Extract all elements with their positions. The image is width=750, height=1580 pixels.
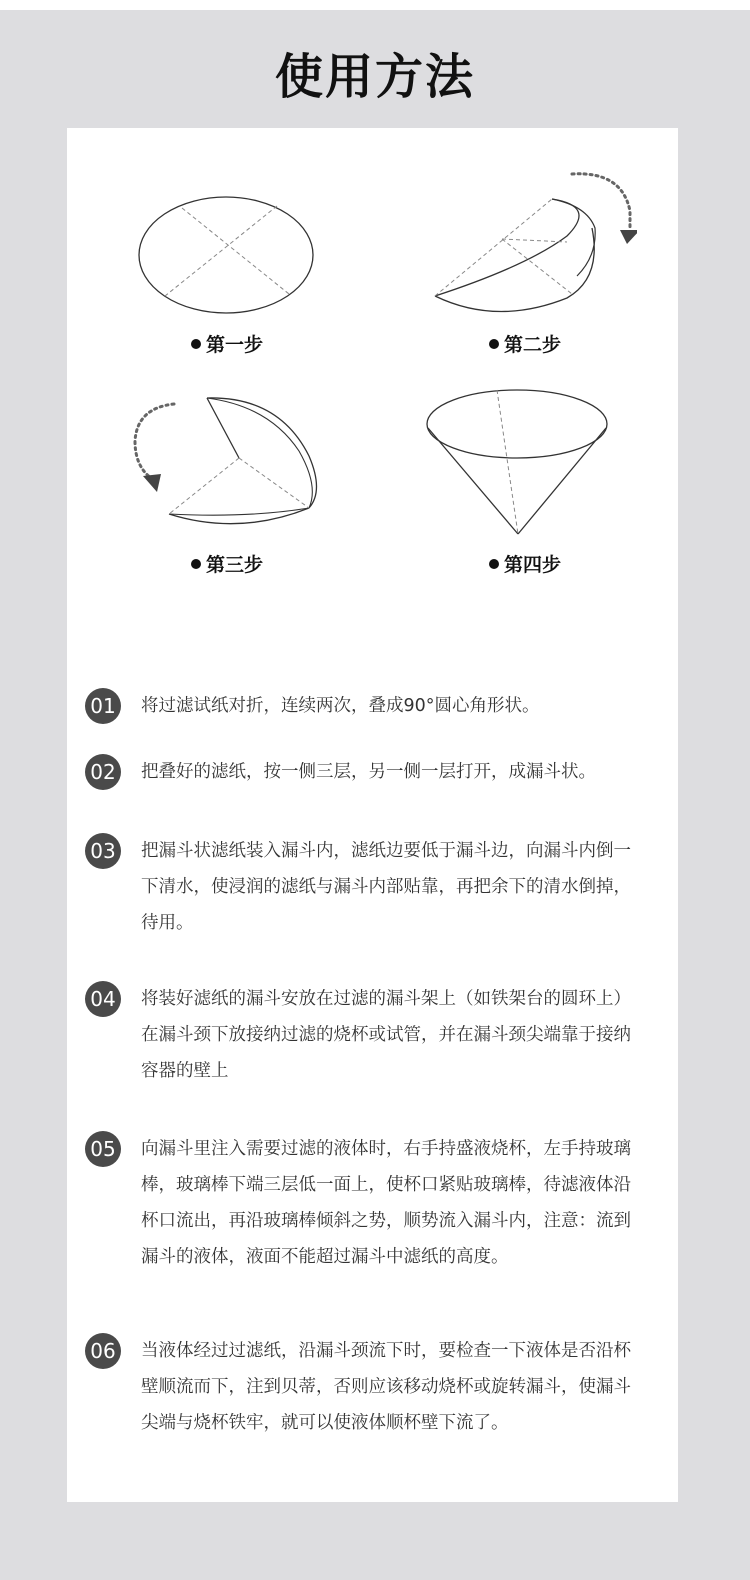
- instruction-text: 当液体经过过滤纸，沿漏斗颈流下时，要检查一下液体是否沿杯壁顺流而下，注到贝蒂，否则应该移动烧杯或旋转漏斗，使漏斗尖端与烧杯铁牢，就可以使液体顺杯壁下流了。: [141, 1341, 631, 1433]
- step1-label: [147, 330, 307, 357]
- step2-diagram: [427, 166, 637, 316]
- bullet-dot: [191, 339, 201, 349]
- number-badge: 06: [85, 1333, 121, 1369]
- top-strip: [0, 0, 750, 10]
- step2-label: [445, 330, 605, 357]
- number-badge: 04: [85, 981, 121, 1017]
- step1-label-text: 第一步: [205, 334, 263, 356]
- number-badge: 03: [85, 833, 121, 869]
- bullet-dot: [191, 559, 201, 569]
- instruction-text: 向漏斗里注入需要过滤的液体时，右手持盛液烧杯，左手持玻璃棒，玻璃棒下端三层低一面上，使杯口紧贴玻璃棒，待滤液体沿杯口流出，再沿玻璃棒倾斜之势，顺势流入漏斗内，注意：流到漏斗的液体，液面不能超过漏斗中滤纸的高度。: [141, 1139, 631, 1267]
- instruction-text: 把漏斗状滤纸装入漏斗内，滤纸边要低于漏斗边，向漏斗内倒一下清水，使浸润的滤纸与漏斗内部贴靠，再把余下的清水倒掉，待用。: [141, 841, 631, 933]
- instruction-text: 把叠好的滤纸，按一侧三层，另一侧一层打开，成漏斗状。: [141, 762, 596, 782]
- step3-label: [147, 550, 307, 577]
- step2-label-text: 第二步: [503, 334, 561, 356]
- step3-label-text: 第三步: [205, 554, 263, 576]
- page-title: 使用方法: [274, 49, 475, 105]
- instruction-text: 将过滤试纸对折，连续两次，叠成90°圆心角形状。: [141, 696, 540, 716]
- step1-diagram: [137, 194, 317, 316]
- step4-label-text: 第四步: [503, 554, 561, 576]
- step3-diagram: [129, 396, 329, 536]
- number-badge: 05: [85, 1131, 121, 1167]
- step4-label: [445, 550, 605, 577]
- content-card: [67, 128, 678, 1502]
- number-badge: 01: [85, 688, 121, 724]
- bullet-dot: [489, 339, 499, 349]
- instruction-text: 将装好滤纸的漏斗安放在过滤的漏斗架上（如铁架台的圆环上）在漏斗颈下放接纳过滤的烧杯或试管，并在漏斗颈尖端靠于接纳容器的壁上: [141, 989, 631, 1081]
- bullet-dot: [489, 559, 499, 569]
- step4-diagram: [425, 386, 609, 536]
- number-badge: 02: [85, 754, 121, 790]
